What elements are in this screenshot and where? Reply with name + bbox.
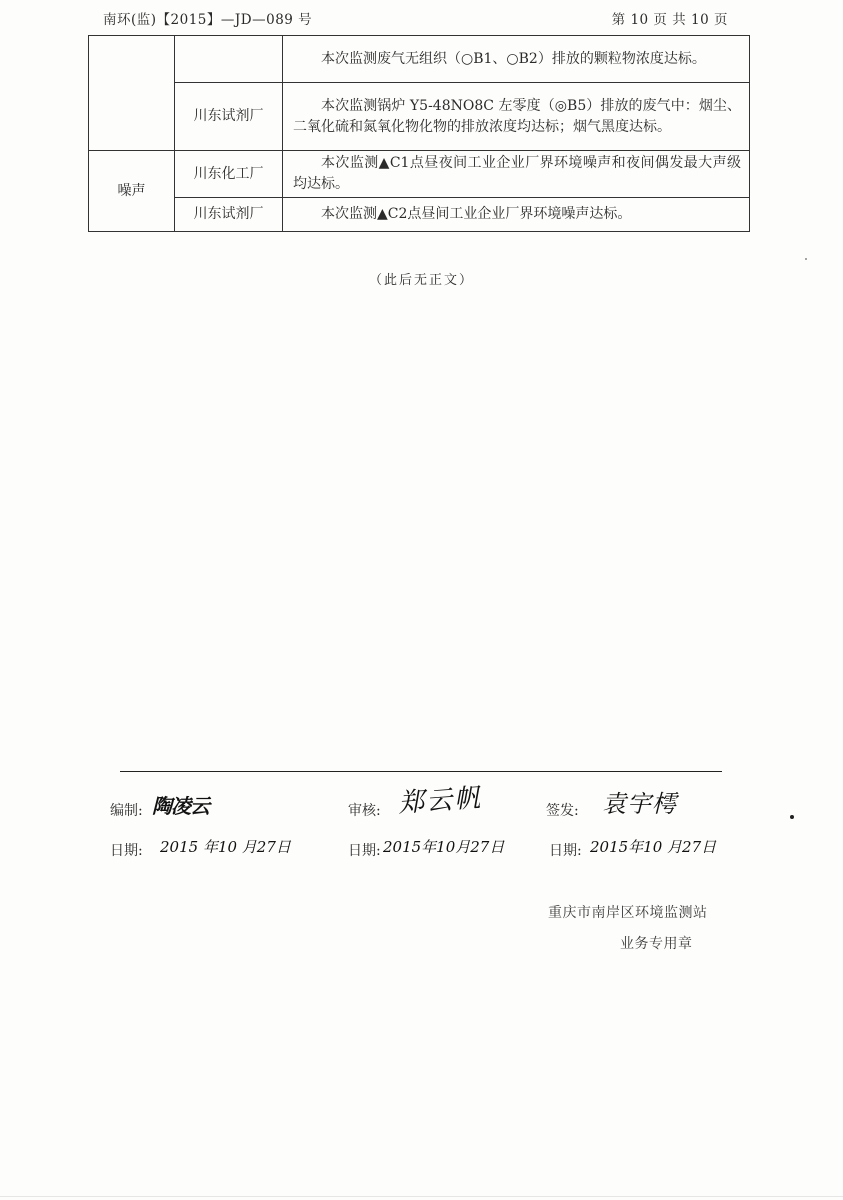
monitoring-results-table — [88, 35, 750, 232]
review-date: 2015年10月27日 — [383, 838, 505, 856]
review-label: 审核: — [348, 803, 381, 819]
stamp-purpose: 业务专用章 — [620, 936, 693, 952]
result-text: 本次监测废气无组织（○B1、○B2）排放的颗粒物浓度达标。 — [321, 50, 706, 67]
issue-date: 2015年10 月27日 — [590, 838, 717, 856]
result-text: 本次监测▲C2点昼间工业企业厂界环境噪声达标。 — [321, 206, 632, 222]
document-number: 南环(监)【2015】—JD—089 号 — [103, 12, 313, 28]
stamp-org-name: 重庆市南岸区环境监测站 — [548, 905, 708, 921]
result-cell — [283, 36, 750, 83]
unit-cell — [175, 36, 283, 83]
table-row — [89, 151, 750, 198]
review-date-label: 日期: — [348, 843, 381, 859]
compile-date-label: 日期: — [110, 843, 143, 859]
result-cell — [283, 198, 750, 232]
signature-divider — [120, 771, 722, 772]
compile-label: 编制: — [110, 803, 143, 819]
scan-edge — [0, 1196, 843, 1197]
issue-label: 签发: — [546, 803, 579, 819]
scan-speck — [805, 258, 807, 260]
unit-cell: 川东试剂厂 — [175, 83, 283, 151]
result-cell — [283, 151, 750, 198]
compile-date: 2015 年10 月27日 — [160, 838, 291, 856]
unit-cell: 川东试剂厂 — [175, 198, 283, 232]
result-cell — [283, 83, 750, 151]
result-text: 本次监测锅炉 Y5-48NO8C 左零度（◎B5）排放的废气中：烟尘、二氧化硫和氮氧化物化物的排放浓度均达标；烟气黑度达标。 — [293, 97, 741, 135]
compile-signature: 陶凌云 — [152, 794, 209, 818]
table-row — [89, 36, 750, 83]
review-signature: 郑云帆 — [397, 783, 484, 819]
table-row — [89, 83, 750, 151]
table-row — [89, 198, 750, 232]
category-cell — [89, 36, 175, 151]
end-of-text-note: （此后无正文） — [368, 273, 474, 288]
unit-cell: 川东化工厂 — [175, 151, 283, 198]
category-cell: 噪声 — [89, 151, 175, 232]
issue-date-label: 日期: — [549, 843, 582, 859]
issue-signature: 袁宇樗 — [602, 790, 677, 818]
result-text: 本次监测▲C1点昼夜间工业企业厂界环境噪声和夜间偶发最大声级均达标。 — [293, 155, 741, 192]
page-indicator: 第 10 页 共 10 页 — [611, 12, 728, 28]
scan-speck — [790, 815, 794, 819]
